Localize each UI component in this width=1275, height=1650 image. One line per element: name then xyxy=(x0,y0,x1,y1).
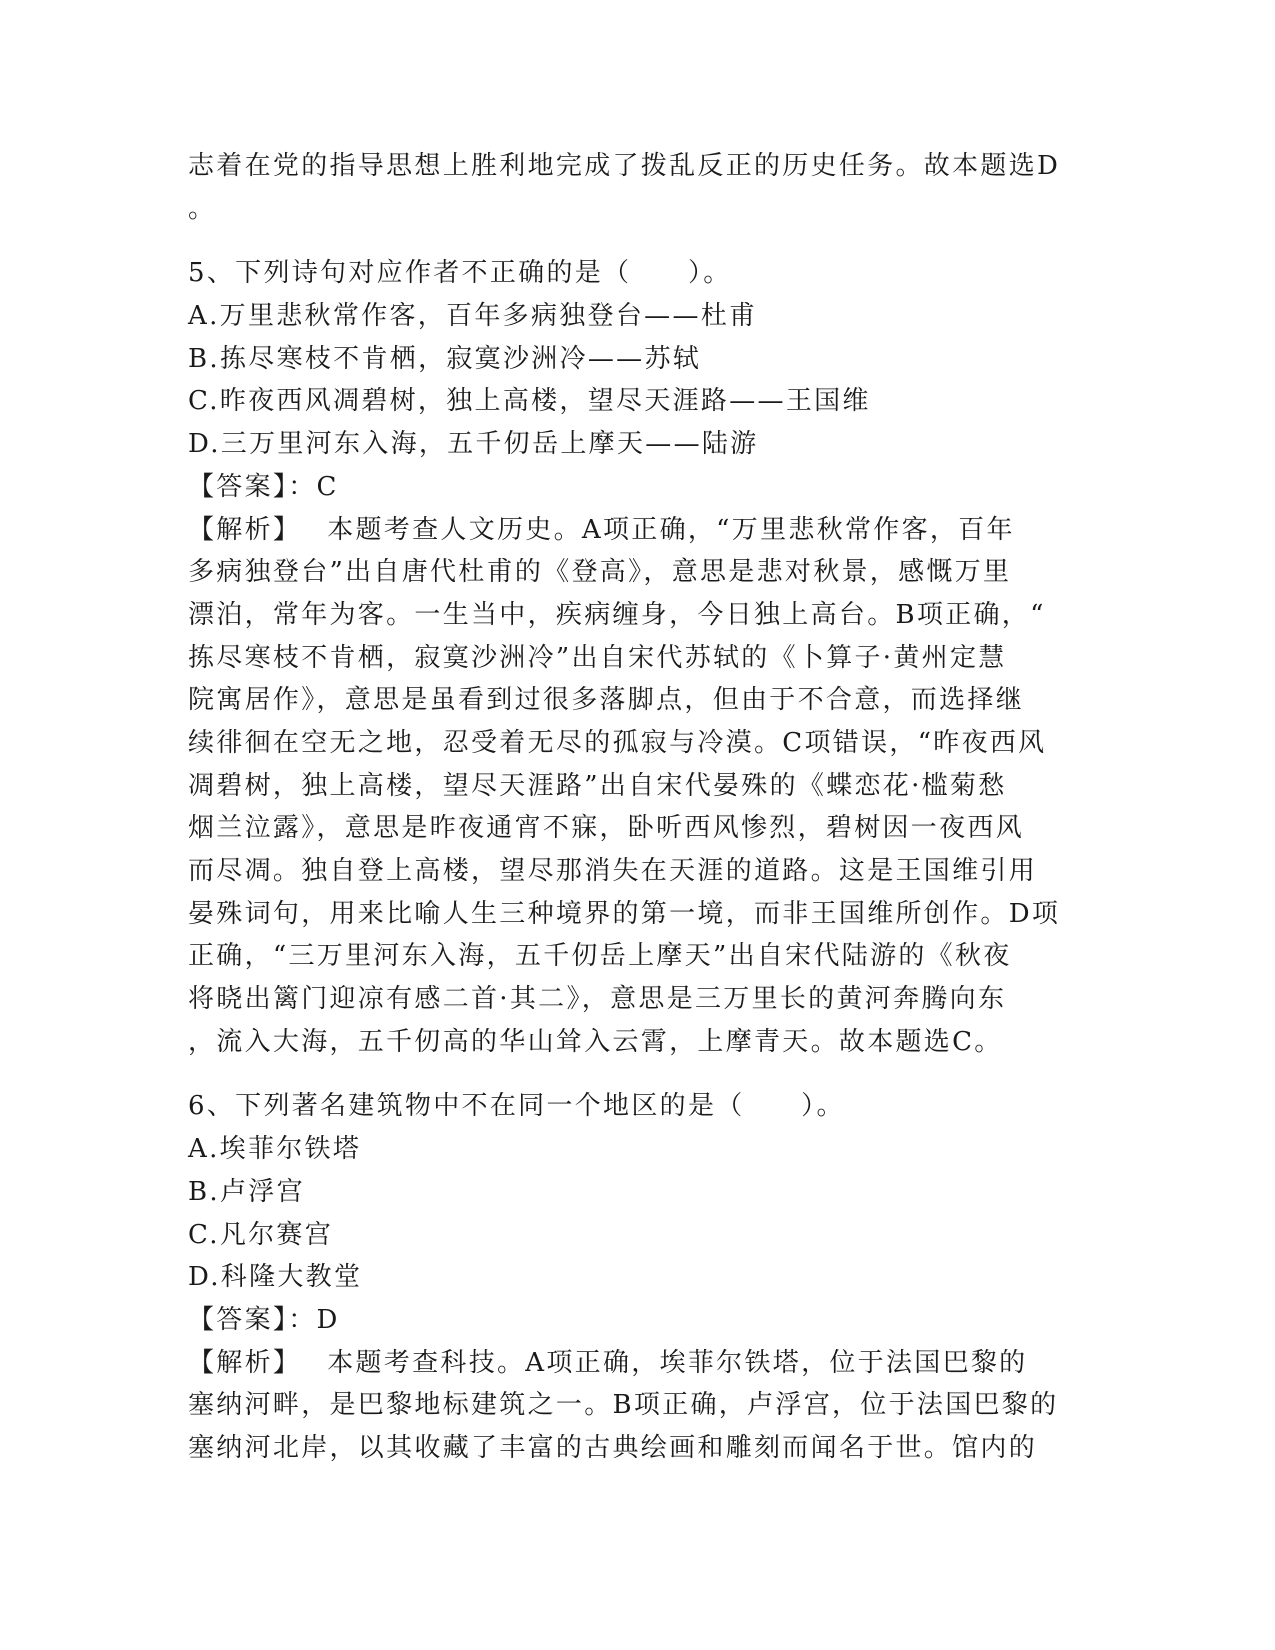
question-6-analysis-line xyxy=(188,1342,1068,1385)
question-6-analysis-label: 【解析】 xyxy=(188,1347,302,1378)
question-6-analysis-line: 塞纳河畔，是巴黎地标建筑之一。B项正确，卢浮宫，位于法国巴黎的 xyxy=(188,1390,1059,1421)
question-5-analysis-line: 拣尽寒枝不肯栖，寂寞沙洲冷”出自宋代苏轼的《卜算子·黄州定慧 xyxy=(188,642,1007,673)
question-5-analysis-line: 烟兰泣露》，意思是昨夜通宵不寐，卧听西风惨烈，碧树因一夜西风 xyxy=(188,813,1025,844)
question-6-analysis-line: 塞纳河北岸，以其收藏了丰富的古典绘画和雕刻而闻名于世。馆内的 xyxy=(188,1432,1038,1463)
question-5-analysis-line: 凋碧树，独上高楼，望尽天涯路”出自宋代晏殊的《蝶恋花·槛菊愁 xyxy=(188,770,1007,801)
spacer xyxy=(188,230,1068,252)
spacer xyxy=(188,1063,1068,1085)
question-5-option-b: B.拣尽寒枝不肯栖，寂寞沙洲冷——苏轼 xyxy=(188,343,702,374)
question-5-analysis-line: 多病独登台”出自唐代杜甫的《登高》，意思是悲对秋景，感慨万里 xyxy=(188,557,1012,588)
document-page xyxy=(188,145,1068,1470)
question-5-analysis-line: 而尽凋。独自登上高楼，望尽那消失在天涯的道路。这是王国维引用 xyxy=(188,856,1038,886)
question-5-option-d: D.三万里河东入海，五千仞岳上摩天——陆游 xyxy=(188,429,759,460)
intro-line-1: 志着在党的指导思想上胜利地完成了拨乱反正的历史任务。故本题选D xyxy=(188,151,1061,181)
question-5-analysis-label: 【解析】 xyxy=(188,514,302,545)
question-5-analysis-line: ，流入大海，五千仞高的华山耸入云霄，上摩青天。故本题选C。 xyxy=(188,1026,1003,1057)
question-5-analysis-line: 续徘徊在空无之地，忍受着无尽的孤寂与冷漠。C项错误，“昨夜西风 xyxy=(188,727,1047,758)
question-5-analysis-line: 将晓出篱门迎凉有感二首·其二》，意思是三万里长的黄河奔腾向东 xyxy=(188,984,1007,1015)
question-5-analysis-line: 院寓居作》，意思是虽看到过很多落脚点，但由于不合意，而选择继 xyxy=(188,685,1025,716)
question-6-answer: 【答案】：D xyxy=(188,1304,340,1335)
question-6-analysis-text: 本题考查科技。A项正确，埃菲尔铁塔，位于法国巴黎的 xyxy=(327,1347,1028,1378)
question-6-option-d: D.科隆大教堂 xyxy=(188,1262,363,1293)
question-5-analysis-line: 正确，“三万里河东入海，五千仞岳上摩天”出自宋代陆游的《秋夜 xyxy=(188,941,1012,972)
question-5-analysis-line: 晏殊词句，用来比喻人生三种境界的第一境，而非王国维所创作。D项 xyxy=(188,898,1061,929)
question-6-stem: 6、下列著名建筑物中不在同一个地区的是（ ）。 xyxy=(188,1091,845,1122)
question-5-option-c: C.昨夜西风凋碧树，独上高楼，望尽天涯路——王国维 xyxy=(188,386,871,417)
question-6-option-a: A.埃菲尔铁塔 xyxy=(188,1134,362,1165)
question-5-analysis-text: 本题考查人文历史。A项正确，“万里悲秋常作客，百年 xyxy=(327,514,1015,545)
question-5-answer: 【答案】：C xyxy=(188,471,339,502)
question-6-option-c: C.凡尔赛宫 xyxy=(188,1219,334,1250)
intro-line-2: 。 xyxy=(188,193,217,224)
question-6-option-b: B.卢浮宫 xyxy=(188,1176,305,1207)
question-5-analysis-line: 漂泊，常年为客。一生当中，疾病缠身，今日独上高台。B项正确，“ xyxy=(188,599,1046,630)
question-5-analysis-line xyxy=(188,509,1068,552)
question-5-stem: 5、下列诗句对应作者不正确的是（ ）。 xyxy=(188,258,732,289)
question-5-option-a: A.万里悲秋常作客，百年多病独登台——杜甫 xyxy=(188,301,758,332)
